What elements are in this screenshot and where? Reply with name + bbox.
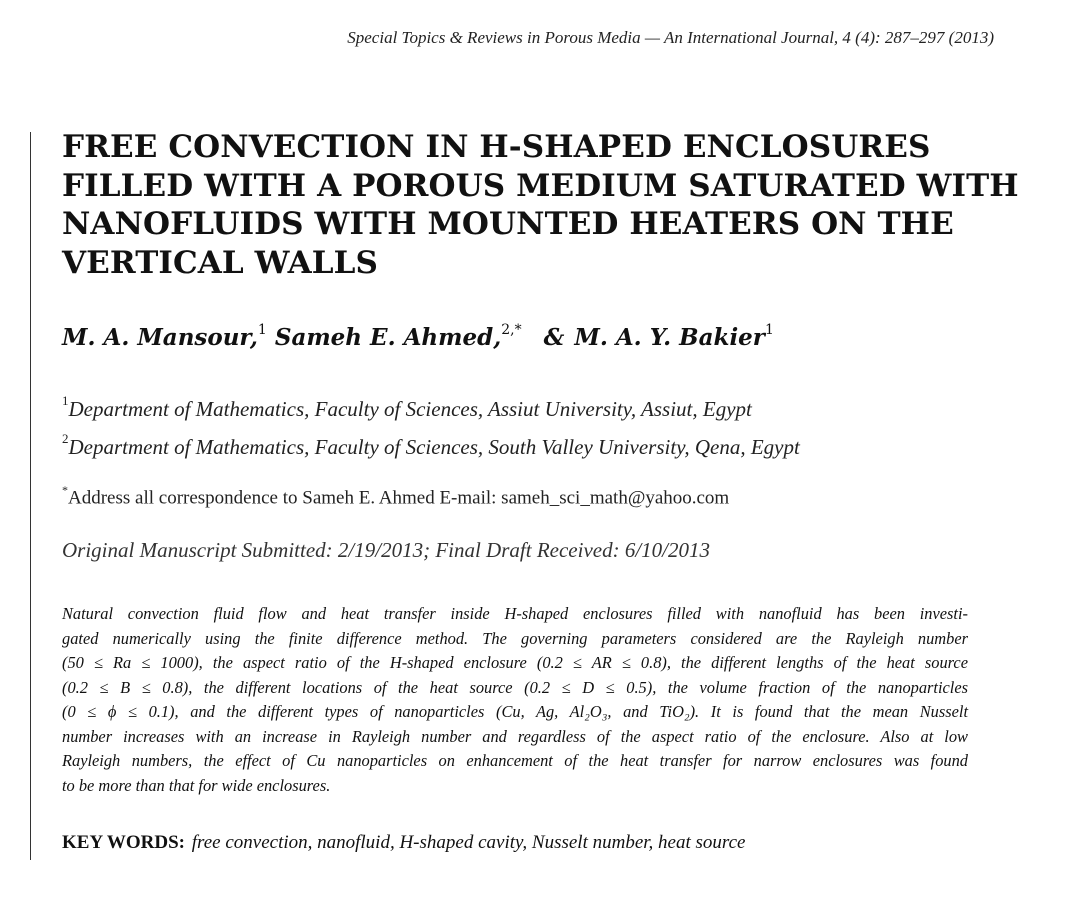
affiliation-2 xyxy=(62,431,800,460)
correspondence-mark: * xyxy=(62,483,68,497)
abstract-line: gated numerically using the finite difference method. The governing parameters considered are the Rayleigh number xyxy=(62,628,968,648)
title-line: FREE CONVECTION IN H-SHAPED ENCLOSURES xyxy=(62,129,931,165)
affiliation-mark: 2 xyxy=(62,431,69,446)
abstract-line: Natural convection fluid flow and heat transfer inside H-shaped enclosures filled with nanofluid has been investi- xyxy=(62,604,968,623)
author-affiliation-mark: 1 xyxy=(257,322,267,339)
author-name: Sameh E. Ahmed, xyxy=(274,324,502,351)
abstract xyxy=(62,602,968,798)
author-separator: & xyxy=(543,324,565,351)
author-list xyxy=(62,324,774,351)
abstract-line: (0 ≤ ϕ ≤ 0.1), and the different types of nanoparticles (Cu, Ag, Al₂O₃, and TiO₂). It is found that the mean Nusselt xyxy=(62,702,968,721)
keywords xyxy=(62,832,745,854)
abstract-line: Rayleigh numbers, the effect of Cu nanoparticles on enhancement of the heat transfer for narrow enclosures was found xyxy=(62,751,968,770)
left-margin-rule xyxy=(30,132,31,860)
manuscript-dates: Original Manuscript Submitted: 2/19/2013; Final Draft Received: 6/10/2013 xyxy=(62,538,710,562)
author-name: M. A. Mansour, xyxy=(62,324,258,351)
affiliation-text: Department of Mathematics, Faculty of Sciences, Assiut University, Assiut, Egypt xyxy=(68,397,752,421)
author-affiliation-mark: 1 xyxy=(764,322,774,339)
abstract-line: (0.2 ≤ B ≤ 0.8), the different locations of the heat source (0.2 ≤ D ≤ 0.5), the volume fraction of the nanoparticles xyxy=(62,677,968,697)
keywords-list: free convection, nanofluid, H-shaped cavity, Nusselt number, heat source xyxy=(191,832,746,853)
abstract-line: number increases with an increase in Rayleigh number and regardless of the aspect ratio of the enclosure. Also at low xyxy=(62,726,968,746)
keywords-label: KEY WORDS: xyxy=(62,832,185,853)
affiliation-text: Department of Mathematics, Faculty of Sciences, South Valley University, Qena, Egypt xyxy=(68,435,800,459)
correspondence-note xyxy=(62,485,729,509)
title-line: FILLED WITH A POROUS MEDIUM SATURATED WITH xyxy=(62,167,1019,204)
abstract-line: (50 ≤ Ra ≤ 1000), the aspect ratio of the H-shaped enclosure (0.2 ≤ AR ≤ 0.8), the different lengths of the heat source xyxy=(62,653,968,672)
paper-title xyxy=(62,128,1022,282)
affiliation-1 xyxy=(62,393,752,422)
author-affiliation-mark: 2,* xyxy=(501,322,522,339)
title-line: NANOFLUIDS WITH MOUNTED HEATERS ON THE xyxy=(62,206,954,242)
author-name: M. A. Y. Bakier xyxy=(574,324,765,351)
affiliation-mark: 1 xyxy=(62,393,69,408)
abstract-line: to be more than that for wide enclosures. xyxy=(62,775,331,795)
title-line: VERTICAL WALLS xyxy=(62,244,379,281)
running-header: Special Topics & Reviews in Porous Media — An International Journal, 4 (4): 287–297 (2013) xyxy=(347,28,994,47)
correspondence-text: Address all correspondence to Sameh E. Ahmed E-mail: sameh_sci_math@yahoo.com xyxy=(68,487,730,509)
